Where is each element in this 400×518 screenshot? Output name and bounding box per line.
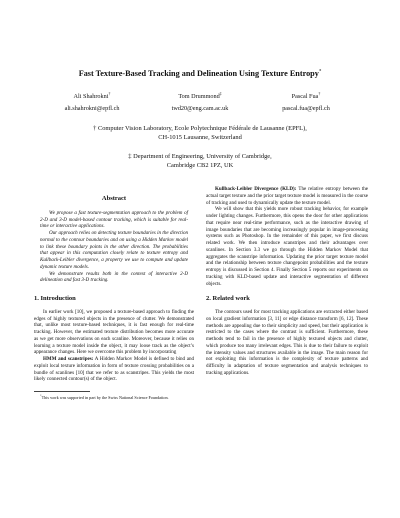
author-2 [160,91,240,115]
affiliation-line: CH-1015 Lausanne, Switzerland [158,133,242,141]
run-in-heading: HMM and scanstripes: [43,356,94,362]
affiliation-cambridge [0,153,400,170]
author-name: Ali Shahrokni [73,93,109,100]
abstract-heading: Abstract [101,195,127,202]
affiliation-line: † Computer Vision Laboratory, Ecole Polytechnique Fédérale de Lausanne (EPFL), [93,125,307,132]
footnote-mark: * [40,393,42,398]
affiliation-epfl [0,125,400,142]
author-3 [266,91,346,115]
footnote-text: This work was supported in part by the Swiss National Science Foundation. [41,395,169,400]
paragraph-text: A Hidden Markov Model is defined to bind and exploit local texture information in form of texture crossing probabilities on a bundle of scanlines [10] that we refer to as scanstripes. This yields the most likely connected contour(s) of the object. [34,356,194,383]
title-text: Fast Texture-Based Tracking and Delineation Using Texture Entropy [78,69,319,78]
author-email[interactable]: pascal.fua@epfl.ch [282,105,330,112]
author-mark: † [108,90,111,96]
right-column [206,186,368,377]
body-paragraph [34,356,194,383]
body-paragraph: In earlier work [10], we proposed a texture-based approach to finding the edges of highly textured objects in the presence of clutter. We demonstrated that, unlike most texture-based techniques, it is fast enough for real-time tracking. However, the estimated texture distribution becomes more accurate as we get more observations on each scanline. Moreover, because it relies on learning a texture model inside the object, it may loose track as the object’s appearance changes. Here we overcome this problem by incorporating [34,308,194,356]
run-in-heading: Kullback-Leibler Divergence (KLD): [215,186,297,192]
abstract-body [40,210,188,284]
author-name: Pascal Fua [291,93,319,100]
affiliation-line: ‡ Department of Engineering, University of Cambridge, [128,153,272,160]
abstract-paragraph: We propose a fast texture-segmentation approach to the problem of 2-D and 3-D model-based contour tracking, which is suitable for real-time or interactive applications. [40,209,188,230]
author-email[interactable]: ali.shahrokni@epfl.ch [64,105,120,112]
abstract-paragraph: We demonstrate results both in the context of interactive 2-D delineation and fast 3-D tracking. [40,270,188,284]
body-paragraph: The contours used for most tracking applications are extracted either based on local gradient information [3, 11] or edge distance transform [6, 12]. These methods are appealing due to their simplicity and speed, but their application is restricted to the cases where the contrast is sufficient. Furthermore, these methods tend to fail in the presence of highly textured objects and clutter, which produce too many irrelevant edges. This is due to their failure to exploit the intensity values and structures available in the image. The main reason for not exploiting this information is the complexity of texture patterns and difficulty in adaptation of texture segmentation and analysis techniques to tracking applications. [206,309,368,376]
affiliation-line: Cambridge CB2 1PZ, UK [166,161,234,169]
author-1 [52,91,132,115]
author-email[interactable]: twd20@eng.cam.ac.uk [171,105,229,112]
left-column [34,196,194,400]
footnote [34,395,194,400]
author-name: Tom Drummond [178,93,220,100]
section-heading-related-work: 2. Related work [206,295,250,303]
body-paragraph [206,186,368,206]
author-mark: † [318,90,321,96]
author-mark: ‡ [219,90,222,96]
body-paragraph: We will show that this yields more robust tracking behavior, for example under lighting changes. Furthermore, this opens the door for other applications that require near real-time performance, such as the interactive drawing of image boundaries that are becoming increasingly popular in image-processing systems such as Photoshop. In the remainder of this paper, we first discuss related work. We then introduce scanstripes and their advantages over scanlines. In Section 3.3 we go through the Hidden Markov Model that aggregates the scanstripe information. Updating the prior target texture model and the relationship between texture changepoint probabilities and the texture entropy is discussed in Section 4. Finally Section 5 reports our experiments on tracking with KLD-based update and interactive segmentation of different objects. [206,206,368,287]
paper-title [0,69,400,78]
section-heading-introduction: 1. Introduction [34,295,76,302]
title-footnote-mark: * [318,69,322,75]
abstract-paragraph: Our approach relies on detecting texture boundaries in the direction normal to the contour boundaries and on using a Hidden Markov model to link these boundary points in the other direction. The probabilities that appear in this computation closely relate to texture entropy and Kullback-Leibler divergence, a property we use to compute and update dynamic texture models. [40,230,188,270]
paragraph-text: The relative entropy between the actual target texture and the prior target texture model is measured in the course of tracking and used to dynamically update the texture model. [206,186,368,206]
footnote-rule [34,391,90,392]
